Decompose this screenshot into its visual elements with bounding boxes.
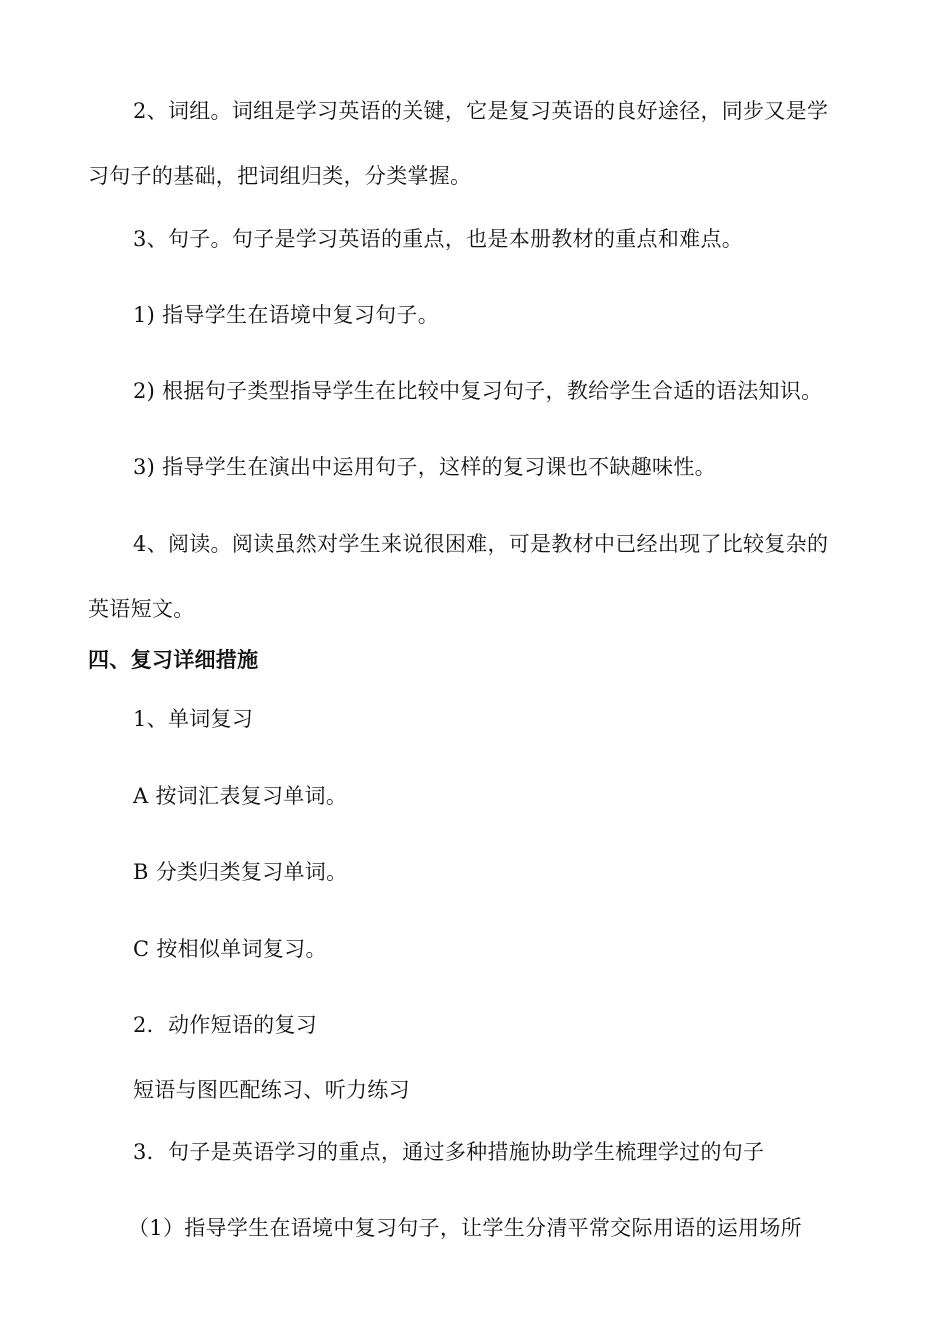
word-review-item-c: C 按相似单词复习。 xyxy=(133,937,327,961)
section-heading: 四、复习详细措施 xyxy=(88,648,259,672)
phrase-review-detail: 短语与图匹配练习、听力练习 xyxy=(133,1078,410,1102)
sentence-item-2: 2) 根据句子类型指导学生在比较中复习句子，教给学生合适的语法知识。 xyxy=(133,379,823,403)
sentence-item-1: 1) 指导学生在语境中复习句子。 xyxy=(133,303,440,327)
paragraph-reading-line-1: 4、阅读。阅读虽然对学生来说很困难，可是教材中已经出现了比较复杂的 xyxy=(133,532,829,556)
paragraph-sentences: 3、句子。句子是学习英语的重点，也是本册教材的重点和难点。 xyxy=(133,227,744,251)
phrase-review-title: 2．动作短语的复习 xyxy=(133,1013,318,1037)
sentence-item-3: 3) 指导学生在演出中运用句子，这样的复习课也不缺趣味性。 xyxy=(133,455,716,479)
sentence-review-title: 3．句子是英语学习的重点，通过多种措施协助学生梳理学过的句子 xyxy=(133,1140,765,1164)
paragraph-phrases-line-1: 2、词组。词组是学习英语的关键，它是复习英语的良好途径，同步又是学 xyxy=(133,99,829,123)
word-review-title: 1、单词复习 xyxy=(133,707,254,731)
word-review-item-b: B 分类归类复习单词。 xyxy=(133,860,348,884)
paragraph-phrases-line-2: 习句子的基础，把词组归类，分类掌握。 xyxy=(88,164,472,188)
word-review-item-a: A 按词汇表复习单词。 xyxy=(133,784,348,808)
sentence-review-item-1: （1）指导学生在语境中复习句子，让学生分清平常交际用语的运用场所 xyxy=(128,1216,802,1240)
paragraph-reading-line-2: 英语短文。 xyxy=(88,597,195,621)
